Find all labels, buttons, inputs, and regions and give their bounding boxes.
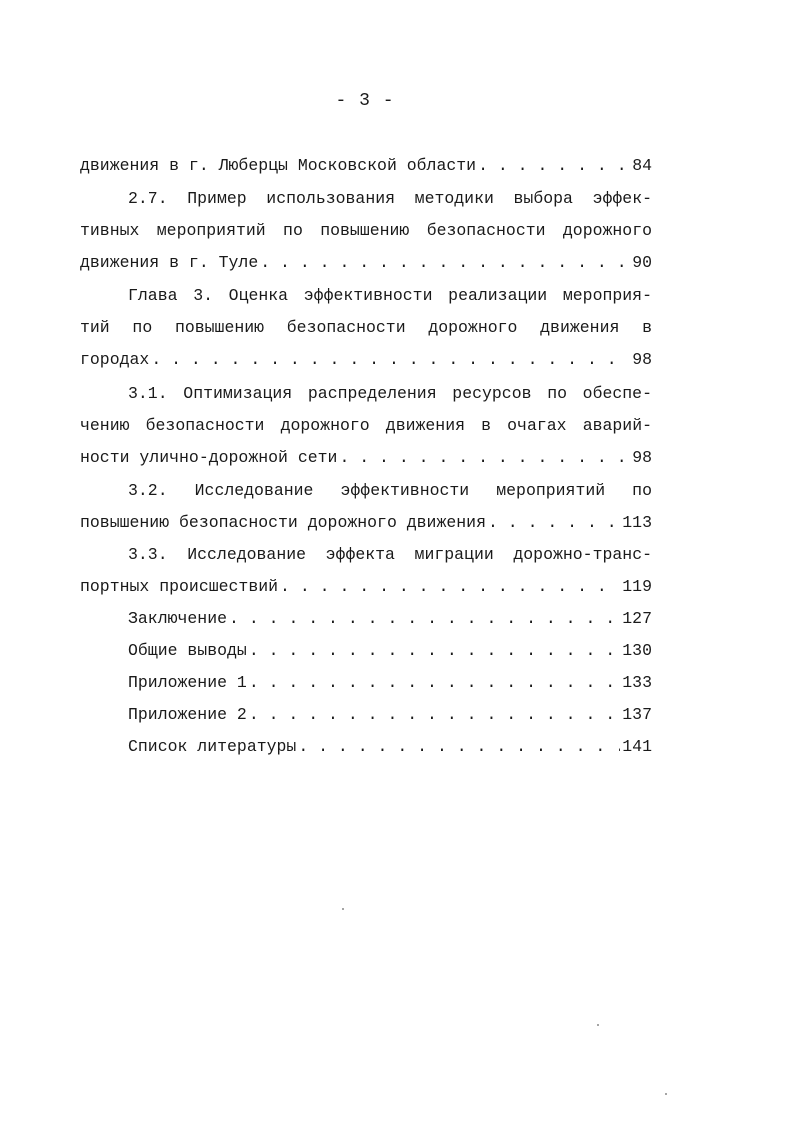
scan-speck bbox=[597, 1024, 599, 1026]
toc-entry-conclusion bbox=[128, 603, 652, 635]
toc-entry-2-7-line3 bbox=[80, 247, 652, 279]
page-number: - 3 - bbox=[335, 91, 395, 111]
toc-entry-2-7-line1: 2.7. Пример использования методики выбора эффек- bbox=[128, 189, 652, 208]
dot-leader bbox=[339, 442, 630, 474]
toc-page-number: 98 bbox=[632, 448, 652, 467]
toc-page-number: 127 bbox=[622, 609, 652, 628]
toc-entry-bibliography bbox=[128, 731, 652, 763]
toc-entry-3-1-line3 bbox=[80, 442, 652, 474]
scan-speck bbox=[665, 1093, 667, 1095]
toc-page-number: 130 bbox=[622, 641, 652, 660]
toc-entry-appendix-1 bbox=[128, 667, 652, 699]
toc-entry-text: движения в г. Туле bbox=[80, 253, 259, 272]
toc-entry-3-2-line1: 3.2. Исследование эффективности мероприятий по bbox=[128, 481, 652, 500]
toc-entry-text: Заключение bbox=[128, 609, 228, 628]
toc-entry-text: движения в г. Люберцы Московской области bbox=[80, 156, 477, 175]
dot-leader bbox=[229, 603, 620, 635]
toc-page-number: 133 bbox=[622, 673, 652, 692]
dot-leader bbox=[298, 731, 620, 763]
toc-entry-text: повышению безопасности дорожного движения bbox=[80, 513, 486, 532]
toc-entry-text: портных происшествий bbox=[80, 577, 279, 596]
toc-page-number: 90 bbox=[632, 253, 652, 272]
toc-entry-text: Приложение 1 bbox=[128, 673, 247, 692]
toc-entry-text: ности улично-дорожной сети bbox=[80, 448, 338, 467]
dot-leader bbox=[249, 635, 620, 667]
toc-entry-3-3-line2 bbox=[80, 571, 652, 603]
toc-entry-2-7-line2: тивных мероприятий по повышению безопасности дорожного bbox=[80, 221, 652, 240]
toc-entry-lubertsy-end bbox=[80, 150, 652, 182]
dot-leader bbox=[478, 150, 630, 182]
toc-entry-chapter-3-line2: тий по повышению безопасности дорожного движения в bbox=[80, 318, 652, 337]
toc-entry-3-3-line1: 3.3. Исследование эффекта миграции дорожно-транс- bbox=[128, 545, 652, 564]
dot-leader bbox=[249, 699, 620, 731]
toc-entry-appendix-2 bbox=[128, 699, 652, 731]
toc-entry-3-1-line2: чению безопасности дорожного движения в очагах аварий- bbox=[80, 416, 652, 435]
toc-entry-chapter-3-line3 bbox=[80, 344, 652, 376]
toc-entry-3-1-line1: 3.1. Оптимизация распределения ресурсов по обеспе- bbox=[128, 384, 652, 403]
toc-entry-text: Список литературы bbox=[128, 737, 297, 756]
toc-entry-text: Приложение 2 bbox=[128, 705, 247, 724]
toc-entry-general-conclusions bbox=[128, 635, 652, 667]
toc-entry-text: городах bbox=[80, 350, 150, 369]
dot-leader bbox=[260, 247, 630, 279]
dot-leader bbox=[249, 667, 620, 699]
dot-leader bbox=[488, 507, 620, 539]
dot-leader bbox=[280, 571, 620, 603]
toc-entry-chapter-3-line1: Глава 3. Оценка эффективности реализации мероприя- bbox=[128, 286, 652, 305]
toc-page-number: 137 bbox=[622, 705, 652, 724]
dot-leader bbox=[151, 344, 630, 376]
scan-speck bbox=[342, 908, 344, 910]
toc-page-number: 84 bbox=[632, 156, 652, 175]
toc-page-number: 141 bbox=[622, 737, 652, 756]
toc-entry-text: Общие выводы bbox=[128, 641, 247, 660]
toc-page-number: 98 bbox=[632, 350, 652, 369]
toc-page-number: 119 bbox=[622, 577, 652, 596]
toc-page-number: 113 bbox=[622, 513, 652, 532]
toc-entry-3-2-line2 bbox=[80, 507, 652, 539]
